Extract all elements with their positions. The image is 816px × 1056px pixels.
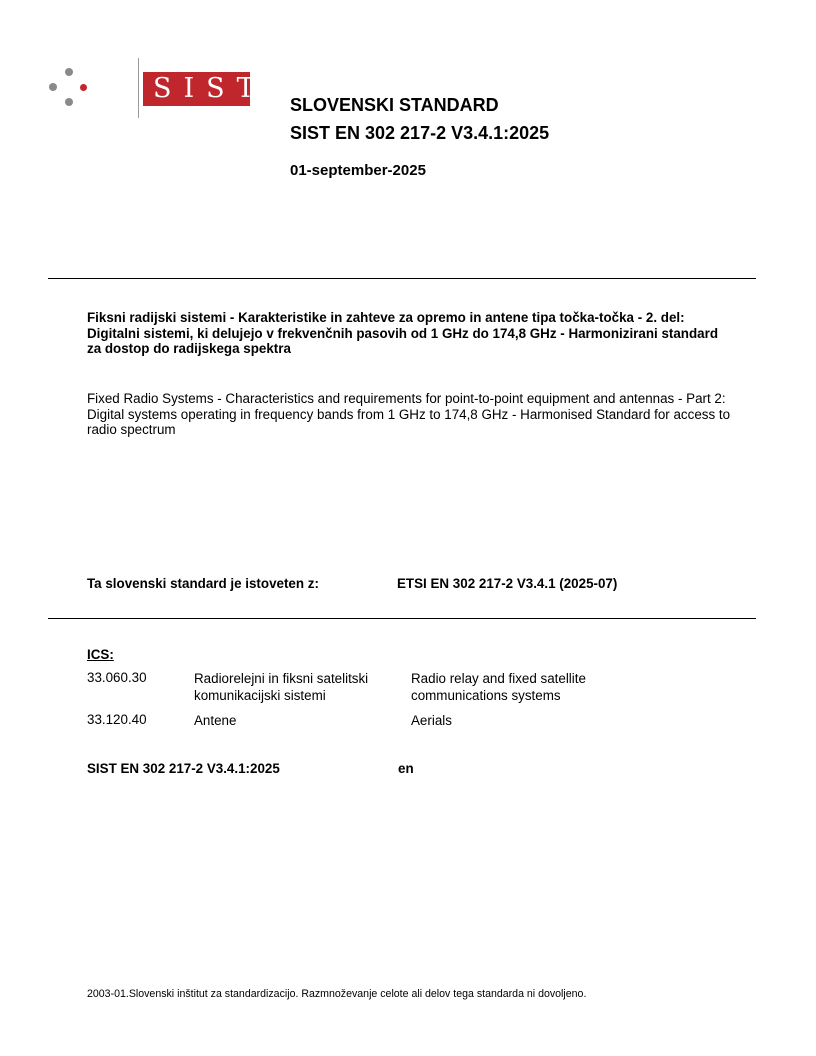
logo-wordmark: SIST <box>143 72 250 106</box>
copyright-footer: 2003-01.Slovenski inštitut za standardizacijo. Razmnoževanje celote ali delov tega standarda ni dovoljeno. <box>87 988 587 1000</box>
logo-dot-icon <box>80 84 87 91</box>
document-code: SIST EN 302 217-2 V3.4.1:2025 <box>87 761 280 776</box>
ics-heading: ICS: <box>87 647 114 662</box>
logo-separator <box>138 58 139 118</box>
ics-code: 33.060.30 <box>87 670 147 685</box>
ics-description-sl: Radiorelejni in fiksni satelitski komunikacijski sistemi <box>194 671 369 703</box>
document-language: en <box>398 761 414 776</box>
identity-value: ETSI EN 302 217-2 V3.4.1 (2025-07) <box>397 576 618 591</box>
divider <box>48 278 756 279</box>
divider <box>48 618 756 619</box>
logo-dot-icon <box>65 98 73 106</box>
standard-code: SIST EN 302 217-2 V3.4.1:2025 <box>290 123 550 143</box>
logo-dot-icon <box>49 83 57 91</box>
logo-dot-icon <box>65 68 73 76</box>
identity-label: Ta slovenski standard je istoveten z: <box>87 576 319 591</box>
ics-description-en: Aerials <box>411 713 452 728</box>
title-slovenian: Fiksni radijski sistemi - Karakteristike in zahteve za opremo in antene tipa točka-točka - 2. del: Digitalni sistemi, ki delujejo v frekvenčnih pasovih od 1 GHz do 174,8 GHz - Harmonizirani standard za dostop do radijskega spektra <box>87 310 719 356</box>
standard-type: SLOVENSKI STANDARD <box>290 95 499 115</box>
ics-description-sl: Antene <box>194 713 237 728</box>
title-english: Fixed Radio Systems - Characteristics and requirements for point-to-point equipment and antennas - Part 2: Digital systems operating in frequency bands from 1 GHz to 174,8 GHz - Harmonised Standard for access to radio spectrum <box>87 391 731 437</box>
standard-date: 01-september-2025 <box>290 162 426 179</box>
sist-logo <box>46 62 267 122</box>
ics-description-en: Radio relay and fixed satellite communications systems <box>411 671 586 703</box>
ics-code: 33.120.40 <box>87 712 147 727</box>
